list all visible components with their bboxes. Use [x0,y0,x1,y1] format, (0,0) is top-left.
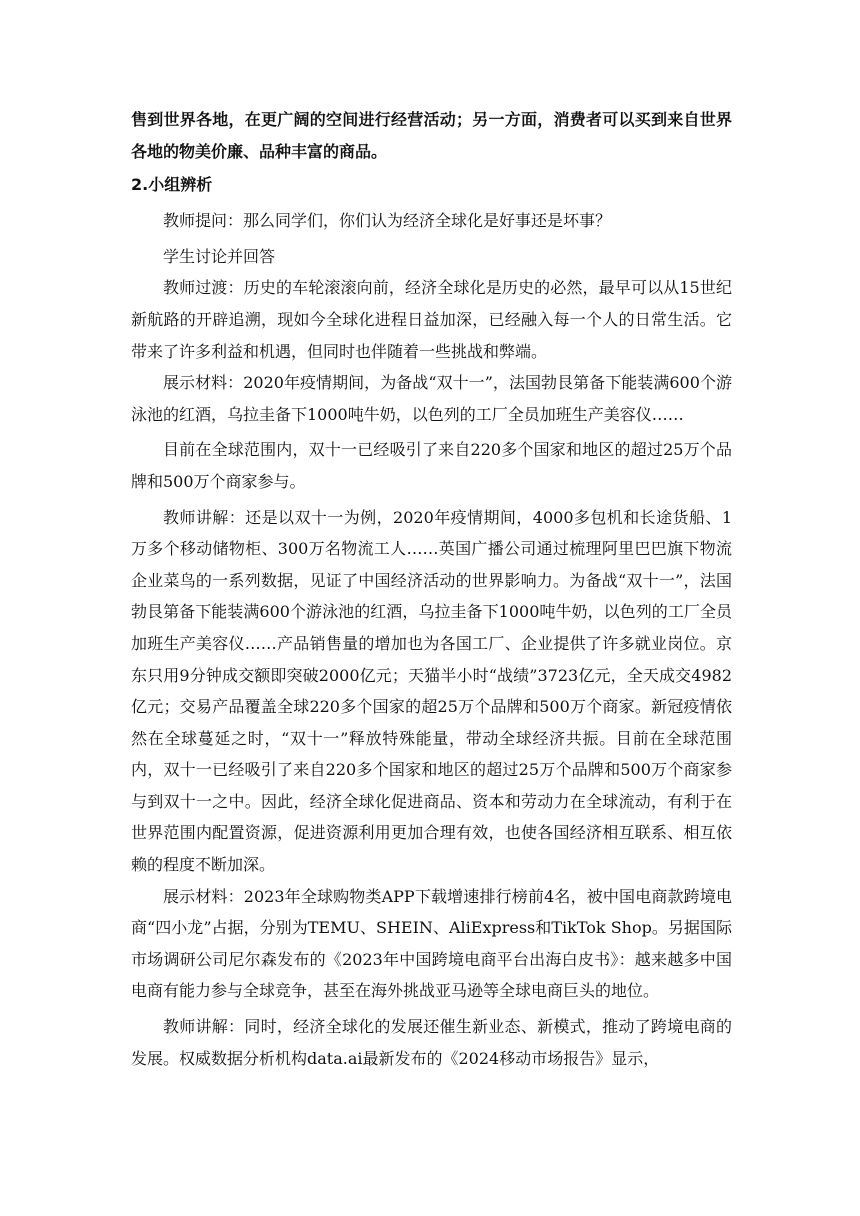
student-discussion-paragraph: 学生讨论并回答 [163,246,276,266]
material-paragraph-2: 目前在全球范围内，双十一已经吸引了来自220多个国家和地区的超过25万个品牌和500万个商家参与。 [131,440,732,491]
material-paragraph-1: 展示材料：2020年疫情期间，为备战“双十一”，法国勃艮第备下能装满600个游泳池的红酒，乌拉圭备下1000吨牛奶，以色列的工厂全员加班生产美容仪…… [131,373,732,424]
intro-bold-paragraph: 售到世界各地，在更广阔的空间进行经营活动；另一方面，消费者可以买到来自世界各地的物美价廉、品种丰富的商品。 [131,110,732,161]
teacher-question-paragraph: 教师提问：那么同学们，你们认为经济全球化是好事还是坏事？ [163,211,612,231]
section-heading: 2.小组辨析 [131,175,213,195]
teacher-explanation-paragraph-2: 教师讲解：同时，经济全球化的发展还催生新业态、新模式，推动了跨境电商的发展。权威数据分析机构data.ai最新发布的《2024移动市场报告》显示， [131,1017,732,1068]
teacher-transition-paragraph: 教师过渡：历史的车轮滚滚向前，经济全球化是历史的必然，最早可以从15世纪新航路的开辟追溯，现如今全球化进程日益加深，已经融入每一个人的日常生活。它带来了许多利益和机遇，但同时也伴随着一些挑战和弊端。 [131,278,732,361]
teacher-explanation-paragraph-1: 教师讲解：还是以双十一为例，2020年疫情期间，4000多包机和长途货船、1万多个移动储物柜、300万名物流工人……英国广播公司通过梳理阿里巴巴旗下物流企业菜鸟的一系列数据，见证了中国经济活动的世界影响力。为备战“双十一”，法国勃艮第备下能装满600个游泳池的红酒，乌拉圭备下1000吨牛奶，以色列的工厂全员加班生产美容仪……产品销售量的增加也为各国工厂、企业提供了许多就业岗位。京东只用9分钟成交额即突破2000亿元；天猫半小时“战绩”3723亿元，全天成交4982亿元；交易产品覆盖全球220多个国家的超25万个品牌和500万个商家。新冠疫情依然在全球蔓延之时，“双十一”释放特殊能量，带动全球经济共振。目前在全球范围内，双十一已经吸引了来自220多个国家和地区的超过25万个品牌和500万个商家参与到双十一之中。因此，经济全球化促进商品、资本和劳动力在全球流动，有利于在世界范围内配置资源，促进资源利用更加合理有效，也使各国经济相互联系、相互依赖的程度不断加深。 [131,507,732,875]
document-body [131,104,732,1074]
material-paragraph-3: 展示材料：2023年全球购物类APP下载增速排行榜前4名，被中国电商款跨境电商“四小龙”占据，分别为TEMU、SHEIN、AliExpress和TikTok Shop。另据国际市场调研公司尼尔森发布的《2023年中国跨境电商平台出海白皮书》：越来越多中国电商有能力参与全球竞争，甚至在海外挑战亚马逊等全球电商巨头的地位。 [131,886,732,1001]
